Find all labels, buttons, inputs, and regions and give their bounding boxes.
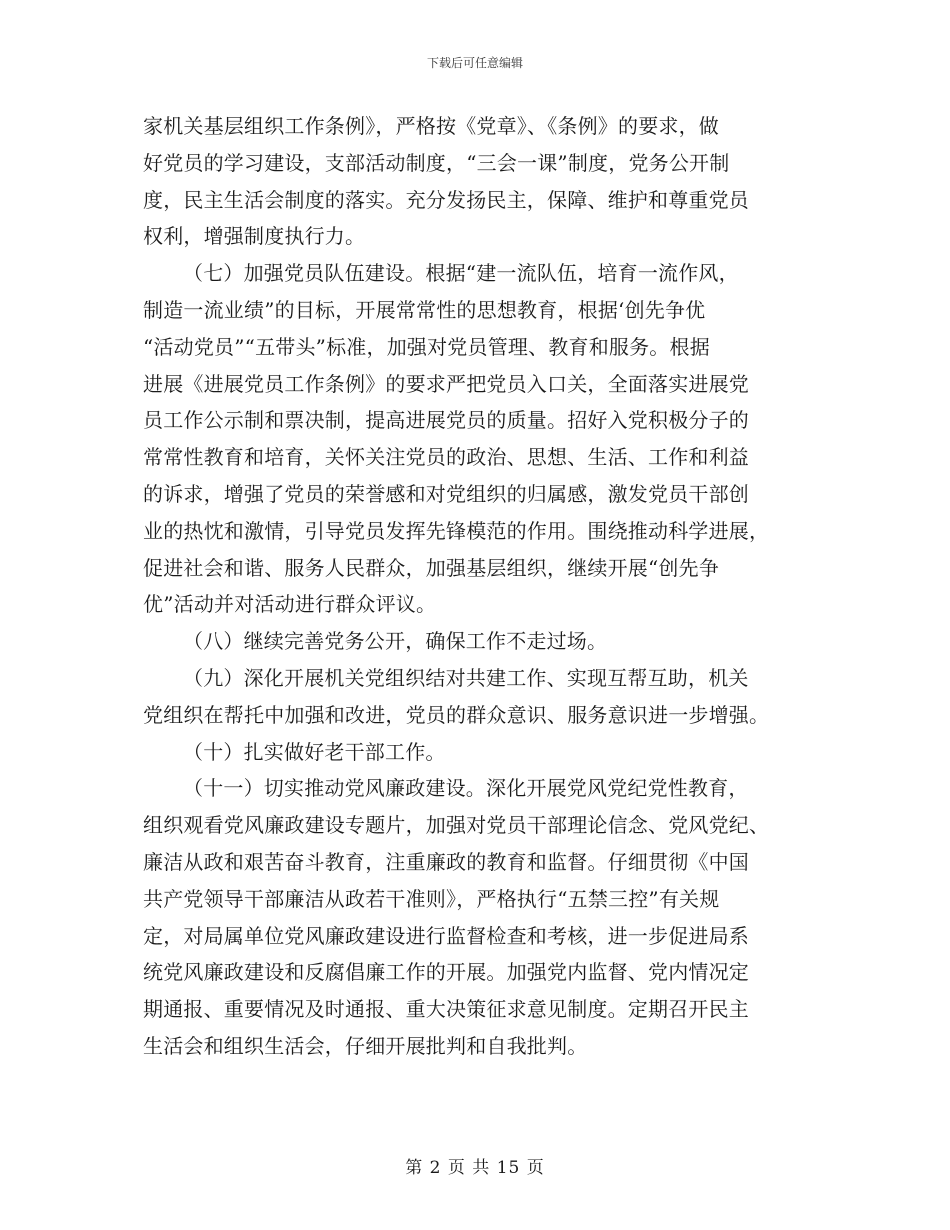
text-line: （十一）切实推动党风廉政建设。深化开展党风党纪党性教育，	[183, 776, 749, 801]
page-header-note: 下载后可任意编辑	[426, 56, 523, 70]
text-line: 制造一流业绩”的目标，开展常常性的思想教育，根据‘创先争优	[143, 297, 706, 322]
text-line: 组织观看党风廉政建设专题片，加强对党员干部理论信念、党风党纪、	[143, 813, 770, 838]
text-line: 权利，增强制度执行力。	[143, 224, 366, 249]
text-line: 定，对局属单位党风廉政建设进行监督检查和考核，进一步促进局系	[143, 923, 749, 948]
body-text	[143, 108, 815, 1065]
text-line: 统党风廉政建设和反腐倡廉工作的开展。加强党内监督、党内情况定	[143, 960, 749, 985]
text-line: 度，民主生活会制度的落实。充分发扬民主，保障、维护和尊重党员	[143, 187, 749, 212]
text-line: 进展《进展党员工作条例》的要求严把党员入口关，全面落实进展党	[143, 371, 749, 396]
text-line: 业的热忱和激情，引导党员发挥先锋模范的作用。围绕推动科学进展，	[143, 518, 770, 543]
text-line: 共产党领导干部廉洁从政若干准则》，严格执行“五禁三控”有关规	[143, 886, 720, 911]
text-line: （十）扎实做好老干部工作。	[183, 739, 446, 764]
text-line: 优”活动并对活动进行群众评议。	[143, 592, 437, 617]
text-line: 促进社会和谐、服务人民群众，加强基层组织，继续开展“创先争	[143, 555, 720, 580]
text-line: 的诉求，增强了党员的荣誉感和对党组织的归属感，激发党员干部创	[143, 481, 749, 506]
text-line: “活动党员”“五带头”标准，加强对党员管理、教育和服务。根据	[143, 334, 710, 359]
text-line: （八）继续完善党务公开，确保工作不走过场。	[183, 629, 608, 654]
text-line: 期通报、重要情况及时通报、重大决策征求意见制度。定期召开民主	[143, 997, 749, 1022]
document-body	[143, 108, 815, 1065]
text-line: 党组织在帮托中加强和改进，党员的群众意识、服务意识进一步增强。	[143, 702, 770, 727]
text-line: 家机关基层组织工作条例》，严格按《党章》、《条例》的要求，做	[143, 114, 719, 138]
text-line: （七）加强党员队伍建设。根据“建一流队伍，培育一流作风，	[183, 261, 739, 286]
text-line: 廉洁从政和艰苦奋斗教育，注重廉政的教育和监督。仔细贯彻《中国	[143, 849, 749, 874]
text-line: 员工作公示制和票决制，提高进展党员的质量。招好入党积极分子的	[143, 408, 749, 433]
page-number-footer: 第 2 页 共 15 页	[405, 1158, 545, 1178]
text-line: 好党员的学习建设，支部活动制度，“三会一课”制度，党务公开制	[143, 150, 730, 175]
text-line: 生活会和组织生活会，仔细开展批判和自我批判。	[143, 1033, 588, 1058]
text-line: （九）深化开展机关党组织结对共建工作、实现互帮互助，机关	[183, 665, 749, 690]
text-line: 常常性教育和培育，关怀关注党员的政治、思想、生活、工作和利益	[143, 445, 749, 470]
